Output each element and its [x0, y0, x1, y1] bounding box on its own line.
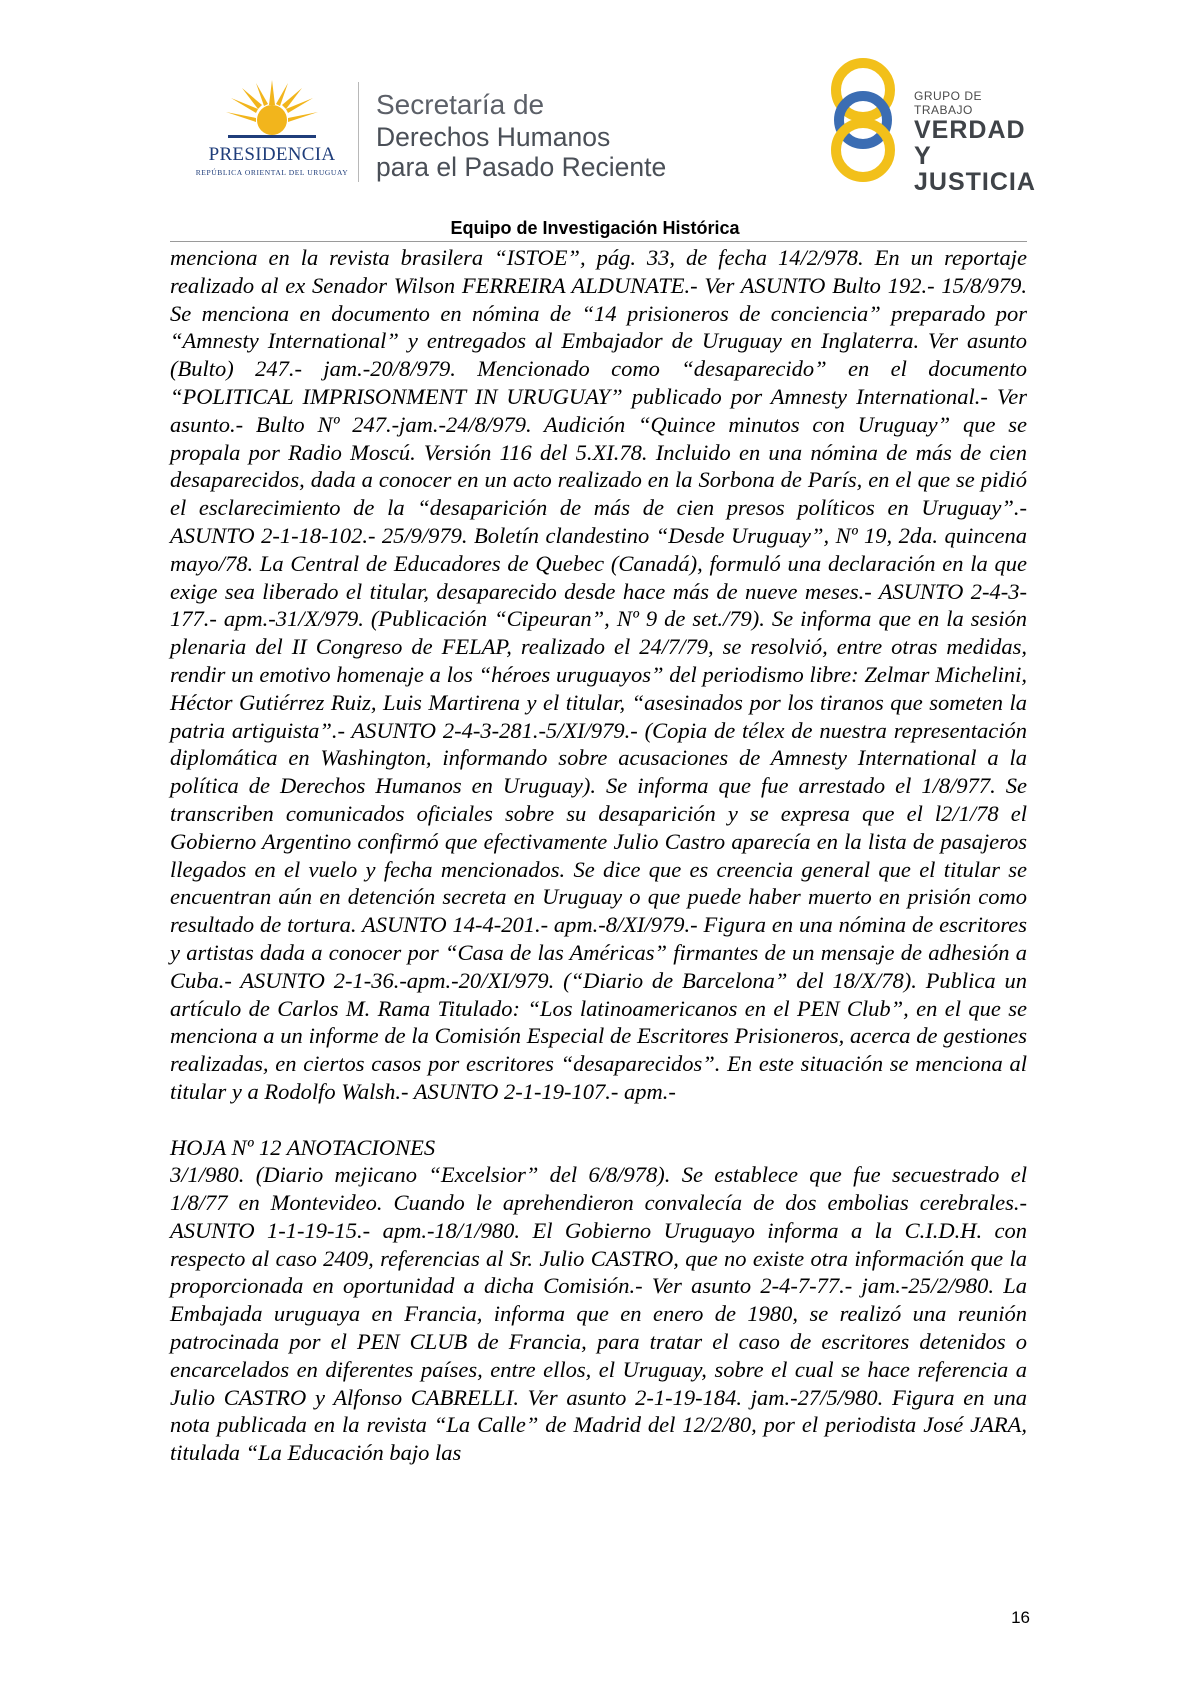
secretaria-line-2: Derechos Humanos [376, 122, 611, 152]
verdad-justicia-logo [818, 55, 1036, 196]
verdad-justicia-text [914, 89, 1036, 195]
grupo-line-3: JUSTICIA [914, 168, 1036, 196]
presidencia-subtitle: REPÚBLICA ORIENTAL DEL URUGUAY [195, 168, 349, 177]
grupo-line-1: GRUPO DE TRABAJO [914, 89, 983, 117]
grupo-line-2: VERDAD Y [914, 116, 1026, 170]
header-rule [170, 241, 1027, 242]
header-divider [358, 82, 359, 182]
sun-emblem-icon [222, 78, 322, 148]
secretaria-line-1: Secretaría de [376, 89, 545, 120]
secretaria-line-3: para el Pasado Reciente [376, 152, 667, 182]
paragraph-gap [170, 1106, 1027, 1134]
section-heading: HOJA Nº 12 ANOTACIONES [170, 1134, 436, 1160]
presidencia-logo [192, 78, 352, 188]
page-number: 16 [1011, 1608, 1030, 1627]
presidencia-name: PRESIDENCIA [208, 144, 336, 165]
document-body [170, 244, 1027, 1467]
body-paragraph-2: 3/1/980. (Diario mejicano “Excelsior” del 6/8/978). Se establece que fue secuestrado el 1/8/77 en Montevideo. Cuando le aprehendieron convalecía de dos embolias cerebrales.- ASUNTO 1-1-19-15.- apm.-18/1/980. El Gobierno Uruguayo informa a la C.I.D.H. con respecto al caso 2409, referencias al Sr. Julio CASTRO, que no existe otra información que la proporcionada en oportunidad a dicha Comisión.- Ver asunto 2-4-7-77.- jam.-25/2/980. La Embajada uruguaya en Francia, informa que en enero de 1980, se realizó una reunión patrocinada por el PEN CLUB de Francia, para tratar el caso de escritores detenidos o encarcelados en diferentes países, entre ellos, el Uruguay, sobre el cual se hace referencia a Julio CASTRO y Alfonso CABRELLI. Ver asunto 2-1-19-184. jam.-27/5/980. Figura en una nota publicada en la revista “La Calle” de Madrid del 12/2/80, por el periodista José JARA, titulada “La Educación bajo las [170, 1162, 1027, 1466]
body-paragraph-1: menciona en la revista brasilera “ISTOE”, pág. 33, de fecha 14/2/978. En un reportaje realizado al ex Senador Wilson FERREIRA ALDUNATE.- Ver ASUNTO Bulto 192.- 15/8/979. Se menciona en documento en nómina de “14 prisioneros de conciencia” preparado por “Amnesty International” y entregados al Embajador de Uruguay en Inglaterra. Ver asunto (Bulto) 247.- jam.-20/8/979. Mencionado como “desaparecido” en el documento “POLITICAL IMPRISONMENT IN URUGUAY” publicado por Amnesty International.- Ver asunto.- Bulto Nº 247.-jam.-24/8/979. Audición “Quince minutos con Uruguay” que se propala por Radio Moscú. Versión 116 del 5.XI.78. Incluido en una nómina de más de cien desaparecidos, dada a conocer en un acto realizado en la Sorbona de París, en el que se pidió el esclarecimiento de la “desaparición de más de cien presos políticos en Uruguay”.- ASUNTO 2-1-18-102.- 25/9/979. Boletín clandestino “Desde Uruguay”, Nº 19, 2da. quincena mayo/78. La Central de Educadores de Quebec (Canadá), formuló una declaración en la que exige sea liberado el titular, desaparecido desde hace más de nueve meses.- ASUNTO 2-4-3-177.- apm.-31/X/979. (Publicación “Cipeuran”, Nº 9 de set./79). Se informa que en la sesión plenaria del II Congreso de FELAP, realizado el 24/7/79, se resolvió, entre otras medidas, rendir un emotivo homenaje a los “héroes uruguayos” del periodismo libre: Zelmar Michelini, Héctor Gutiérrez Ruiz, Luis Martirena y el titular, “asesinados por los tiranos que someten la patria artiguista”.- ASUNTO 2-4-3-281.-5/XI/979.- (Copia de télex de nuestra representación diplomática en Washington, informando sobre acusaciones de Amnesty International a la política de Derechos Humanos en Uruguay). Se informa que fue arrestado el 1/8/977. Se transcriben comunicados oficiales sobre su desaparición y se expresa que el l2/1/78 el Gobierno Argentino confirmó que efectivamente Julio Castro aparecía en la lista de pasajeros llegados en el vuelo y fecha mencionados. Se dice que es creencia general que el titular se encuentran aún en detención secreta en Uruguay o que puede haber muerto en prisión como resultado de tortura. ASUNTO 14-4-201.- apm.-8/XI/979.- Figura en una nómina de escritores y artistas dada a conocer por “Casa de las Américas” firmantes de un mensaje de adhesión a Cuba.- ASUNTO 2-1-36.-apm.-20/XI/979. (“Diario de Barcelona” del 18/X/78). Publica un artículo de Carlos M. Rama Titulado: “Los latinoamericanos en el PEN Club”, en el que se menciona a un informe de la Comisión Especial de Escritores Prisioneros, acerca de gestiones realizadas, en ciertos casos por escritores “desaparecidos”. En este situación se menciona al titular y a Rodolfo Walsh.- ASUNTO 2-1-19-107.- apm.- [170, 245, 1027, 1104]
team-title: Equipo de Investigación Histórica [450, 218, 740, 238]
secretaria-logo-text [376, 88, 716, 182]
verdad-justicia-rings-icon [818, 55, 908, 185]
